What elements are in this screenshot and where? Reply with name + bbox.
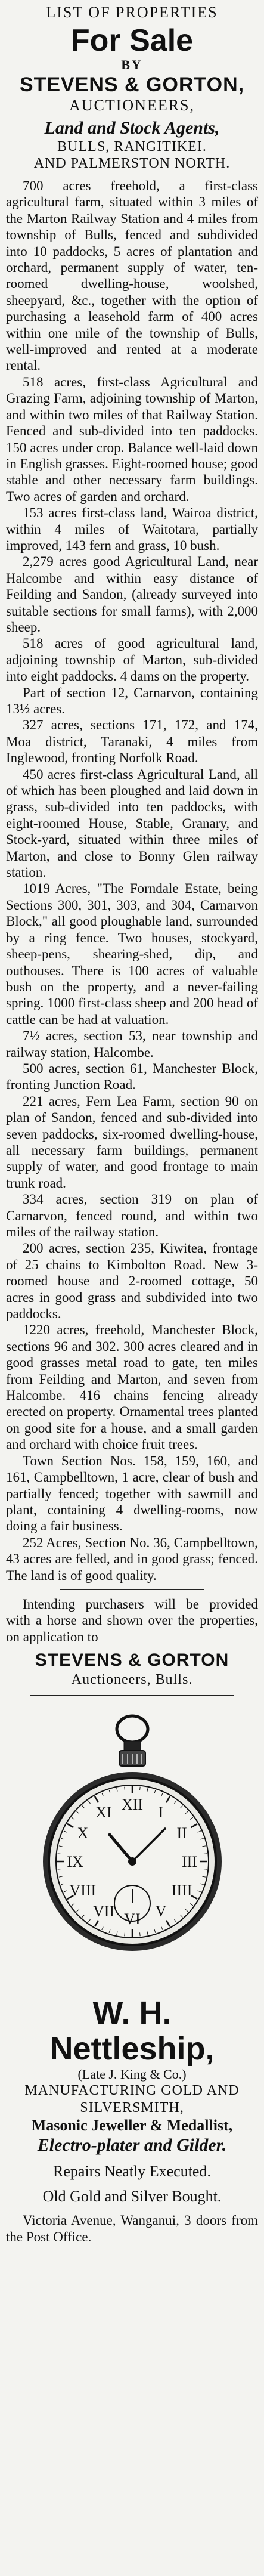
watch-tick bbox=[124, 1932, 125, 1936]
listing-item: 450 acres first-class Agricultural Land, all of which has been ploughed and laid down in grass, sub-divided into ten paddocks, with eight-roomed House, Stable, Granary, and Stock-yard, situated within three miles of Marton, and close to Bonny Glen railway station. bbox=[6, 766, 258, 880]
listing-item: 500 acres, section 61, Manchester Block, fronting Junction Road. bbox=[6, 1060, 258, 1093]
watch-tick bbox=[57, 1869, 61, 1870]
listing-item: 221 acres, Fern Lea Farm, section 90 on plan of Sandon, fenced and sub-divided into seven paddocks, six-roomed dwelling-house, all necessary farm buildings, permanent supply of water, and good frontage to main trunk road. bbox=[6, 1093, 258, 1190]
listing-item: 518 acres of good agricultural land, adjoining township of Marton, sub-divided into eight paddocks. 4 dams on the property. bbox=[6, 636, 258, 684]
gold-silver-label: Old Gold and Silver Bought. bbox=[42, 2188, 222, 2206]
watch-numeral: VI bbox=[123, 1910, 141, 1928]
agents-label: Land and Stock Agents, bbox=[44, 118, 220, 138]
list-title: LIST OF PROPERTIES bbox=[46, 4, 218, 21]
watch-numeral: II bbox=[176, 1824, 187, 1842]
watch-numeral: VIII bbox=[69, 1882, 96, 1900]
for-sale-heading: For Sale bbox=[70, 23, 194, 58]
pocket-watch-illustration bbox=[43, 1712, 222, 1987]
watch-numeral: IIII bbox=[171, 1882, 192, 1900]
repairs-label: Repairs Neatly Executed. bbox=[53, 2163, 211, 2181]
address-line: Victoria Avenue, Wanganui, 3 doors from the Post Office. bbox=[6, 2213, 258, 2244]
masonic-label: Masonic Jeweller & Medallist, bbox=[31, 2117, 233, 2135]
listing-item: Town Section Nos. 158, 159, 160, and 161, Campbelltown, 1 acre, clear of bush and partially fenced; together with sawmill and plant, containing 4 dwelling-rooms, now doing a fair business. bbox=[6, 1453, 258, 1534]
advertiser-name: W. H. Nettleship, bbox=[49, 1995, 215, 2067]
listings bbox=[6, 178, 258, 1584]
signature-subtitle: Auctioneers, Bulls. bbox=[71, 1672, 193, 1688]
watch-numeral: XI bbox=[95, 1804, 112, 1822]
listing-item: 200 acres, section 235, Kiwitea, frontage of 25 chains to Kimbolton Road. New 3-roomed house and 2-roomed cottage, 50 acres in good grass and subdivided into two paddocks. bbox=[6, 1241, 258, 1322]
watch-numeral: III bbox=[181, 1853, 197, 1871]
firm-name: STEVENS & GORTON, bbox=[19, 73, 245, 96]
listing-item: 518 acres, first-class Agricultural and Grazing Farm, adjoining township of Marton, and within two miles of that Railway Station. Fenced and sub-divided into ten paddocks. 150 acres under crop. Balance well-laid down in English grasses. Eight-roomed house; good stable and other necessary farm buildings. Two acres of garden and orchard. bbox=[6, 374, 258, 504]
town-bulls: BULLS, RANGITIKEI. bbox=[57, 139, 207, 154]
watch-numeral: VII bbox=[92, 1903, 114, 1921]
pocket-watch-icon bbox=[6, 1712, 258, 1993]
purchaser-notice: Intending purchasers will be provided with a horse and shown over the properties, on application to bbox=[6, 1596, 258, 1644]
listing-item: 327 acres, sections 171, 172, and 174, Moa district, Taranaki, 4 miles from Inglewood, fronting Norfolk Road. bbox=[6, 718, 258, 766]
watch-numeral: V bbox=[155, 1903, 166, 1921]
watch-numeral: X bbox=[76, 1824, 88, 1842]
manufacturing-label: MANUFACTURING GOLD AND bbox=[24, 2083, 240, 2099]
listing-item: Part of section 12, Carnarvon, containing 13½ acres. bbox=[6, 685, 258, 716]
listing-item: 700 acres freehold, a first-class agricultural farm, situated within 3 miles of the Marton Railway Station and 4 miles from township of Bulls, fenced and subdivided into 10 paddocks, 5 acres of plantation and orchard, permanent supply of water, ten-roomed dwelling-house, woolshed, sheepyard, &c., together with the option of purchasing a leasehold farm of 400 acres within one mile of the township of Bulls, well-improved and rented at a moderate rental. bbox=[6, 178, 258, 373]
town-palmerston: AND PALMERSTON NORTH. bbox=[33, 156, 231, 171]
watch-numeral: IX bbox=[66, 1853, 83, 1871]
watch-numeral: I bbox=[158, 1804, 163, 1822]
by-label: BY bbox=[121, 57, 143, 72]
watch-numeral: XII bbox=[121, 1796, 143, 1814]
auctioneers-label: AUCTIONEERS, bbox=[69, 97, 195, 114]
electro-label: Electro-plater and Gilder. bbox=[37, 2135, 227, 2156]
advertiser-formerly: (Late J. King & Co.) bbox=[77, 2067, 187, 2082]
watch-tick bbox=[139, 1932, 140, 1936]
listing-item: 334 acres, section 319 on plan of Carnarvon, fenced round, and within two miles of the railway station. bbox=[6, 1192, 258, 1239]
watch-tick bbox=[124, 1787, 125, 1790]
silversmith-label: SILVERSMITH, bbox=[80, 2100, 184, 2116]
signature-firm: STEVENS & GORTON bbox=[35, 1650, 229, 1671]
listing-item: 1019 Acres, "The Forndale Estate, being Sections 300, 301, 303, and 304, Carnarvon Block," all good ploughable land, surrounded by a ring fence. Two houses, stockyard, sheep-pens, shearing-shed, dip, and outhouses. There is 100 acres of valuable bush on the property, and a never-failing spring. 1000 first-class sheep and 200 head of cattle can be had at valuation. bbox=[6, 881, 258, 1027]
watch-tick bbox=[203, 1869, 207, 1870]
divider bbox=[60, 1589, 204, 1590]
listing-item: 1220 acres, freehold, Manchester Block, sections 96 and 302. 300 acres cleared and in good grasses metal road to gate, ten miles from Feilding and Marton, and seven from Halcombe. 416 chains fencing already erected on property. Ornamental trees planted on good site for a house, and a small garden and orchard with choice fruit trees. bbox=[6, 1322, 258, 1452]
watch-tick bbox=[139, 1787, 140, 1790]
listing-item: 2,279 acres good Agricultural Land, near Halcombe and within easy distance of Feilding and Sandon, (already surveyed into suitable sections for small farms), with 2,000 sheep. bbox=[6, 554, 258, 635]
listing-item: 7½ acres, section 53, near township and railway station, Halcombe. bbox=[6, 1028, 258, 1060]
listing-item: 153 acres first-class land, Wairoa district, within 4 miles of Waitotara, partially improved, 143 fern and grass, 10 bush. bbox=[6, 505, 258, 553]
listing-item: 252 Acres, Section No. 36, Campbelltown, 43 acres are felled, and in good grass; fenced. The land is of good quality. bbox=[6, 1535, 258, 1583]
divider bbox=[30, 1695, 234, 1696]
